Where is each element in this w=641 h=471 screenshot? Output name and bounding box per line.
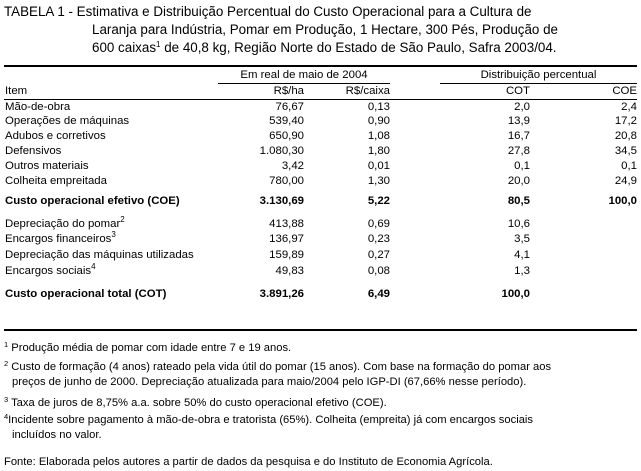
cell-rs-caixa: 5,22 <box>367 195 390 207</box>
row-footnote-marker: 3 <box>111 230 116 239</box>
table-row-item <box>5 100 70 114</box>
footnote-2-text-line-2: preços de junho de 2000. Depreciação atualizada para maio/2004 pelo IGP-DI (67,66% nesse período). <box>12 376 527 388</box>
table-row-item <box>5 144 61 158</box>
title-line-3-pre: 600 caixas <box>92 40 157 55</box>
row-label: Mão-de-obra <box>5 101 71 113</box>
group-header-percent: Distribuição percentual <box>480 69 597 81</box>
row-label: Encargos sociais <box>5 265 92 277</box>
cell-rs-ha: 650,90 <box>269 130 304 142</box>
cell-cot: 3,5 <box>514 233 530 245</box>
footnote-3 <box>4 396 638 411</box>
row-label: Custo operacional total (COT) <box>5 288 167 300</box>
title-line-2: Laranja para Indústria, Pomar em Produção, 1 Hectare, 300 Pés, Produção de <box>92 22 558 37</box>
cell-coe: 34,5 <box>614 145 637 157</box>
title-footnote-marker: 1 <box>156 40 161 49</box>
cell-rs-caixa: 0,01 <box>367 160 390 172</box>
footnote-2 <box>4 360 638 390</box>
cell-rs-caixa: 1,30 <box>367 175 390 187</box>
cell-rs-caixa: 0,90 <box>367 115 390 127</box>
row-label: Colheita empreitada <box>5 175 107 187</box>
table-top-rule <box>4 65 637 67</box>
cell-rs-caixa: 1,08 <box>367 130 390 142</box>
cell-rs-ha: 159,89 <box>269 249 304 261</box>
title-line-3 <box>4 39 638 57</box>
cell-rs-ha: 3,42 <box>281 160 304 172</box>
row-footnote-marker: 4 <box>91 262 96 271</box>
table-bottom-rule <box>4 329 637 331</box>
column-header-coe: COE <box>612 85 637 97</box>
row-label: Depreciação do pomar <box>5 218 121 230</box>
title-line-1: TABELA 1 - Estimativa e Distribuição Percentual do Custo Operacional para a Cultura de <box>4 4 532 19</box>
table-row-item <box>5 232 116 246</box>
column-header-item: Item <box>5 85 28 97</box>
footnote-1-text: Produção média de pomar com idade entre 7 e 19 anos. <box>11 342 292 354</box>
group-header-real: Em real de maio de 2004 <box>240 69 368 81</box>
footnote-4-text-line-2: incluídos no valor. <box>12 429 102 441</box>
cell-cot: 4,1 <box>514 249 530 261</box>
cell-cot: 80,5 <box>507 195 530 207</box>
footnote-1 <box>4 341 638 356</box>
cell-cot: 20,0 <box>507 175 530 187</box>
cell-coe: 2,4 <box>621 101 637 113</box>
footnote-1-marker: 1 <box>4 340 9 349</box>
table-row-item <box>5 194 180 208</box>
title-line-3-post: de 40,8 kg, Região Norte do Estado de São Paulo, Safra 2003/04. <box>160 40 557 55</box>
cell-rs-ha: 49,83 <box>275 265 304 277</box>
table-row-item <box>5 264 96 278</box>
cell-rs-ha: 76,67 <box>275 101 304 113</box>
cell-rs-ha: 780,00 <box>269 175 304 187</box>
footnote-3-marker: 3 <box>4 395 9 404</box>
cell-cot: 13,9 <box>507 115 530 127</box>
footnote-3-text: Taxa de juros de 8,75% a.a. sobre 50% do custo operacional efetivo (COE). <box>11 397 387 409</box>
cell-coe: 24,9 <box>614 175 637 187</box>
cell-rs-caixa: 0,08 <box>367 265 390 277</box>
cell-coe: 17,2 <box>614 115 637 127</box>
cell-rs-caixa: 6,49 <box>367 288 390 300</box>
cell-rs-caixa: 0,23 <box>367 233 390 245</box>
row-label: Outros materiais <box>5 160 89 172</box>
cell-rs-ha: 3.891,26 <box>259 288 304 300</box>
cell-rs-ha: 3.130,69 <box>259 195 304 207</box>
table-title <box>4 3 638 57</box>
cell-coe: 0,1 <box>621 160 637 172</box>
cell-rs-caixa: 0,13 <box>367 101 390 113</box>
cell-rs-ha: 539,40 <box>269 115 304 127</box>
row-label: Custo operacional efetivo (COE) <box>5 195 180 207</box>
cell-cot: 2,0 <box>514 101 530 113</box>
column-header-cot: COT <box>505 85 530 97</box>
table-row-item <box>5 114 129 128</box>
row-label: Defensivos <box>5 145 62 157</box>
footnote-2-marker: 2 <box>4 359 9 368</box>
footnote-4 <box>4 413 638 443</box>
cell-rs-ha: 413,88 <box>269 218 304 230</box>
cell-rs-ha: 1.080,30 <box>259 145 304 157</box>
row-label: Encargos financeiros <box>5 233 112 245</box>
footnote-4-marker: 4 <box>4 412 9 421</box>
cell-cot: 16,7 <box>507 130 530 142</box>
row-label: Depreciação das máquinas utilizadas <box>5 249 194 261</box>
cell-cot: 100,0 <box>501 288 530 300</box>
row-label: Operações de máquinas <box>5 115 130 127</box>
table-row-item <box>5 159 89 173</box>
cell-rs-ha: 136,97 <box>269 233 304 245</box>
row-label: Adubos e corretivos <box>5 130 106 142</box>
column-header-rs-caixa: R$/caixa <box>345 85 390 97</box>
cell-rs-caixa: 0,69 <box>367 218 390 230</box>
cell-cot: 10,6 <box>507 218 530 230</box>
footnote-4-text-line-1: Incidente sobre pagamento à mão-de-obra e tratorista (65%). Colheita (empreita) já com encargos sociais <box>8 414 534 426</box>
source-note: Fonte: Elaborada pelos autores a partir de dados da pesquisa e do Instituto de Economia Agrícola. <box>4 456 493 468</box>
table-row-item <box>5 174 107 188</box>
cell-cot: 1,3 <box>514 265 530 277</box>
cell-rs-caixa: 0,27 <box>367 249 390 261</box>
cell-coe: 100,0 <box>608 195 637 207</box>
cell-cot: 0,1 <box>514 160 530 172</box>
table-row-item <box>5 129 106 143</box>
cell-rs-caixa: 1,80 <box>367 145 390 157</box>
table-row-item <box>5 248 194 262</box>
column-header-rs-ha: R$/ha <box>273 85 304 97</box>
cell-cot: 27,8 <box>507 145 530 157</box>
table-row-item <box>5 287 166 301</box>
cell-coe: 20,8 <box>614 130 637 142</box>
table-row-item <box>5 217 125 231</box>
footnote-2-text-line-1: Custo de formação (4 anos) rateado pela vida útil do pomar (15 anos). Com base na formação do pomar aos <box>11 361 552 373</box>
row-footnote-marker: 2 <box>120 215 125 224</box>
